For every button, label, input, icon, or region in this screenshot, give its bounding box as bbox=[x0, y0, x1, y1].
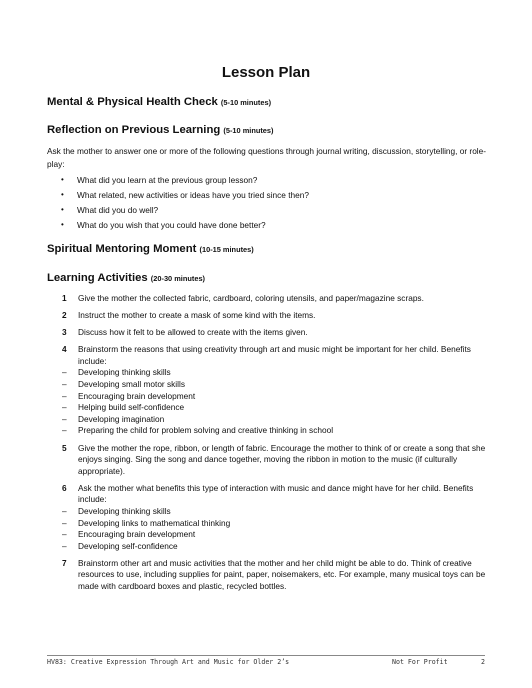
question-text: What did you learn at the previous group lesson? bbox=[77, 175, 258, 185]
section-heading-spiritual bbox=[47, 243, 254, 255]
question-text: What related, new activities or ideas have you tried since then? bbox=[77, 190, 309, 200]
list-item bbox=[62, 391, 492, 403]
section-heading-health-check bbox=[47, 96, 271, 108]
question-text: What do you wish that you could have done better? bbox=[77, 220, 266, 230]
activity-text: Ask the mother what benefits this type of interaction with music and dance might have for her child. Benefits include: bbox=[78, 482, 474, 505]
activity-number: 4 bbox=[62, 344, 67, 355]
reflection-intro: Ask the mother to answer one or more of the following questions through journal writing, discussion, storytelling, or role-play: bbox=[47, 146, 487, 169]
bullet-icon: • bbox=[61, 190, 64, 199]
benefit-text: Developing thinking skills bbox=[78, 367, 171, 378]
activity-item bbox=[62, 443, 492, 478]
page-title: Lesson Plan bbox=[221, 64, 311, 81]
page-number: 2 bbox=[481, 658, 485, 666]
benefits-list bbox=[62, 506, 492, 552]
list-item bbox=[60, 174, 309, 189]
bullet-icon: • bbox=[61, 205, 64, 214]
activity-number: 3 bbox=[62, 327, 67, 338]
section-label: Spiritual Mentoring Moment bbox=[47, 243, 197, 255]
dash-icon: – bbox=[62, 379, 67, 390]
section-duration: (10-15 minutes) bbox=[199, 245, 254, 254]
section-duration: (5-10 minutes) bbox=[223, 126, 274, 135]
benefit-text: Developing imagination bbox=[78, 413, 165, 424]
dash-icon: – bbox=[62, 517, 67, 528]
list-item bbox=[60, 219, 309, 234]
footer-course-title: HV83: Creative Expression Through Art and Music for Older 2’s bbox=[47, 658, 290, 666]
benefit-text: Encouraging brain development bbox=[78, 529, 196, 540]
activity-number: 2 bbox=[62, 310, 67, 321]
activity-number: 1 bbox=[62, 293, 67, 303]
list-item bbox=[62, 402, 492, 414]
activity-number: 5 bbox=[62, 442, 67, 453]
activity-text: Brainstorm the reasons that using creativity through art and music might be important for her child. Benefits include: bbox=[78, 344, 471, 366]
dash-icon: – bbox=[62, 425, 67, 436]
dash-icon: – bbox=[62, 529, 67, 540]
dash-icon: – bbox=[62, 390, 67, 401]
activity-number: 6 bbox=[62, 482, 67, 493]
activity-text: Discuss how it felt to be allowed to create with the items given. bbox=[78, 327, 308, 338]
footer-divider bbox=[47, 655, 485, 656]
activity-text: Instruct the mother to create a mask of some kind with the items. bbox=[78, 310, 316, 321]
list-item bbox=[62, 379, 492, 391]
activity-item bbox=[62, 293, 492, 305]
activity-number: 7 bbox=[62, 557, 67, 568]
list-item bbox=[62, 425, 492, 437]
list-item bbox=[62, 367, 492, 379]
activity-item bbox=[62, 558, 492, 593]
dash-icon: – bbox=[62, 506, 67, 516]
activity-item bbox=[62, 310, 492, 322]
footer-notice: Not For Profit bbox=[392, 658, 448, 666]
activities-list bbox=[62, 293, 492, 598]
benefit-text: Developing small motor skills bbox=[78, 379, 185, 390]
section-label: Mental & Physical Health Check bbox=[47, 96, 218, 108]
benefit-text: Developing self-confidence bbox=[78, 540, 178, 551]
benefit-text: Helping build self-confidence bbox=[78, 402, 185, 413]
section-label: Reflection on Previous Learning bbox=[47, 124, 221, 136]
bullet-icon: • bbox=[61, 220, 64, 229]
list-item bbox=[60, 189, 309, 204]
activity-item bbox=[62, 344, 492, 437]
list-item bbox=[62, 541, 492, 553]
bullet-icon: • bbox=[61, 175, 64, 184]
list-item bbox=[62, 529, 492, 541]
dash-icon: – bbox=[62, 367, 67, 378]
dash-icon: – bbox=[62, 540, 67, 551]
activity-text: Brainstorm other art and music activities that the mother and her child might be able to do. Think of creative resources to use, including supplies for paint, paper, noisemakers, etc. For example, many musical toys can be made with cardboard boxes and plastic, recycled bottles. bbox=[78, 557, 486, 592]
benefit-text: Preparing the child for problem solving and creative thinking in school bbox=[78, 425, 334, 436]
activity-text: Give the mother the rope, ribbon, or length of fabric. Encourage the mother to think of or create a song that she enjoys singing. Sing the song and dance together, moving the ribbon in motion to the music (if culturally appropriate). bbox=[78, 442, 486, 476]
list-item bbox=[60, 204, 309, 219]
benefit-text: Developing thinking skills bbox=[78, 506, 171, 516]
activity-item bbox=[62, 327, 492, 339]
benefit-text: Developing links to mathematical thinking bbox=[78, 517, 231, 528]
activity-item bbox=[62, 483, 492, 553]
dash-icon: – bbox=[62, 402, 67, 413]
benefits-list bbox=[62, 367, 492, 437]
list-item bbox=[62, 506, 492, 518]
section-heading-reflection bbox=[47, 124, 274, 136]
section-label: Learning Activities bbox=[47, 272, 148, 284]
list-item bbox=[62, 518, 492, 530]
section-duration: (5-10 minutes) bbox=[220, 98, 272, 107]
reflection-questions-list bbox=[60, 174, 309, 234]
section-heading-activities bbox=[47, 272, 205, 284]
benefit-text: Encouraging brain development bbox=[78, 390, 196, 401]
activity-text: Give the mother the collected fabric, cardboard, coloring utensils, and paper/magazine scraps. bbox=[78, 293, 424, 303]
list-item bbox=[62, 414, 492, 426]
dash-icon: – bbox=[62, 413, 67, 424]
question-text: What did you do well? bbox=[77, 205, 159, 215]
section-duration: (20-30 minutes) bbox=[150, 274, 206, 283]
